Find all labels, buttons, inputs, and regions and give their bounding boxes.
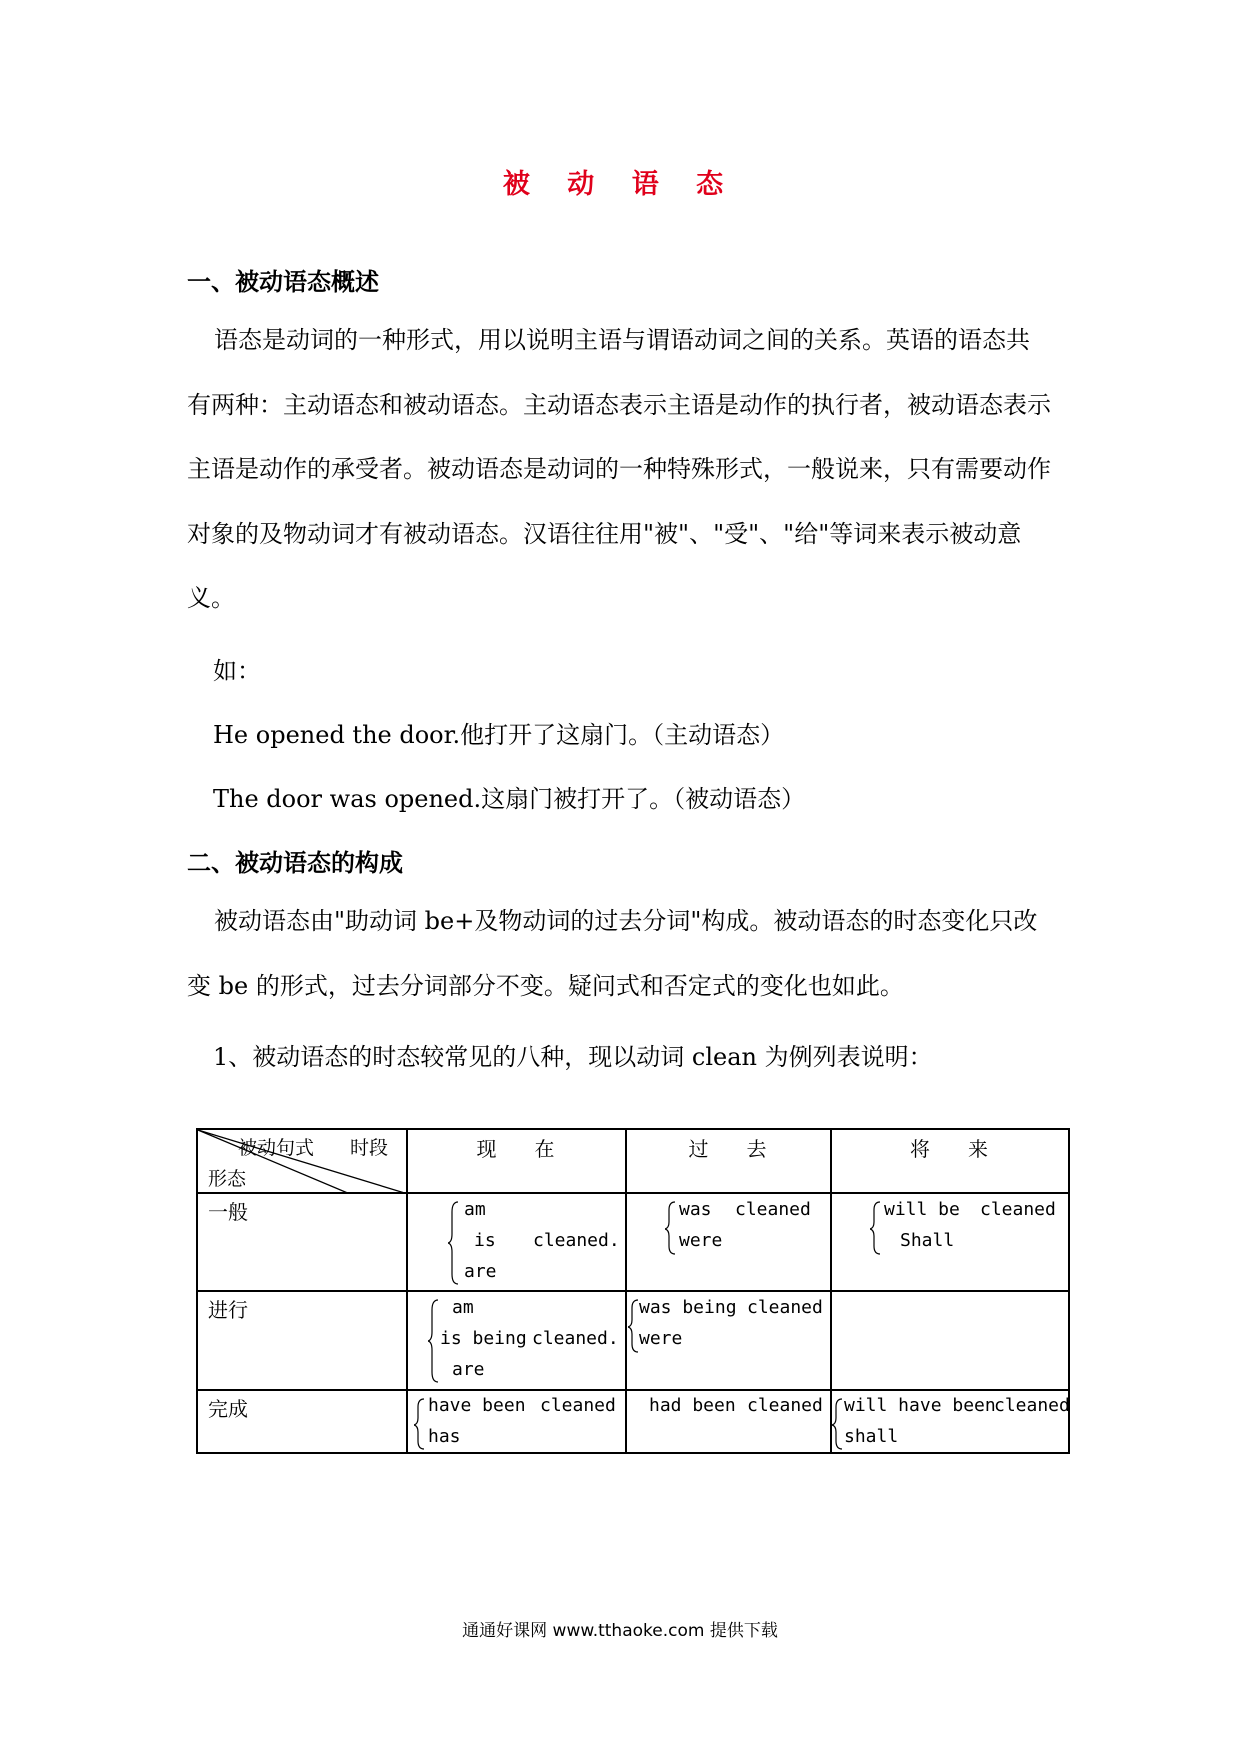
table-row-progressive [197, 1291, 1069, 1390]
cell-simple-future: will be Shall cleaned [831, 1193, 1069, 1291]
cell-progressive-past: was being were cleaned [626, 1291, 831, 1390]
row-label-perfect: 完成 [208, 1396, 248, 1421]
tense-list-intro: 1、被动语态的时态较常见的八种，现以动词 clean 为例列表说明： [213, 1043, 933, 1071]
page-footer: 通通好课网 www.tthaoke.com 提供下载 [462, 1621, 778, 1641]
cell-simple-present: am is are cleaned. [407, 1193, 626, 1291]
overview-paragraph: 语态是动词的一种形式，用以说明主语与谓语动词之间的关系。英语的语态共有两种：主动语态和被动语态。主动语态表示主语是动作的执行者，被动语态表示主语是动作的承受者。被动语态是动词的一种特殊形式，一般说来，只有需要动作对象的及物动词才有被动语态。汉语往往用"被"、"受"、"给"等词来表示被动意义。 [187, 326, 1051, 612]
cell-perfect-present: have been has cleaned [407, 1390, 626, 1453]
row-label-progressive: 进行 [208, 1297, 248, 1322]
row-label-cell [197, 1193, 407, 1291]
example-intro: 如： [213, 657, 261, 685]
row-label-cell [197, 1291, 407, 1390]
section-heading-formation: 二、被动语态的构成 [187, 849, 403, 877]
row-label-simple: 一般 [208, 1200, 248, 1225]
table-corner-cell [197, 1129, 407, 1193]
left-brace-icon [428, 1298, 440, 1384]
table-header-row [197, 1129, 1069, 1193]
left-brace-icon [665, 1200, 677, 1256]
table-row-perfect [197, 1390, 1069, 1453]
section-heading-overview: 一、被动语态概述 [187, 268, 379, 296]
left-brace-icon [414, 1397, 426, 1451]
passive-tense-table [196, 1128, 1070, 1454]
column-header-past: 过 去 [626, 1129, 831, 1193]
row-label-cell [197, 1390, 407, 1453]
table-row-simple [197, 1193, 1069, 1291]
cell-perfect-past: had been cleaned [626, 1390, 831, 1453]
corner-label-sentence: 被动句式 [238, 1137, 315, 1159]
left-brace-icon [832, 1397, 844, 1451]
cell-progressive-future [831, 1291, 1069, 1390]
column-header-present: 现 在 [407, 1129, 626, 1193]
left-brace-icon [448, 1200, 460, 1286]
corner-label-form: 形态 [208, 1168, 247, 1190]
cell-perfect-future: will have been shall cleaned [831, 1390, 1069, 1453]
document-title: 被 动 语 态 [502, 169, 738, 200]
column-header-future: 将 来 [831, 1129, 1069, 1193]
example-active: He opened the door.他打开了这扇门。（主动语态） [213, 721, 785, 749]
formation-paragraph: 被动语态由"助动词 be+及物动词的过去分词"构成。被动语态的时态变化只改变 be 的形式，过去分词部分不变。疑问式和否定式的变化也如此。 [187, 907, 1038, 1000]
cell-progressive-present: am is being are cleaned. [407, 1291, 626, 1390]
corner-label-period: 时段 [350, 1137, 389, 1159]
cell-simple-past: was were cleaned [626, 1193, 831, 1291]
example-passive: The door was opened.这扇门被打开了。（被动语态） [213, 785, 806, 813]
left-brace-icon [870, 1200, 882, 1256]
